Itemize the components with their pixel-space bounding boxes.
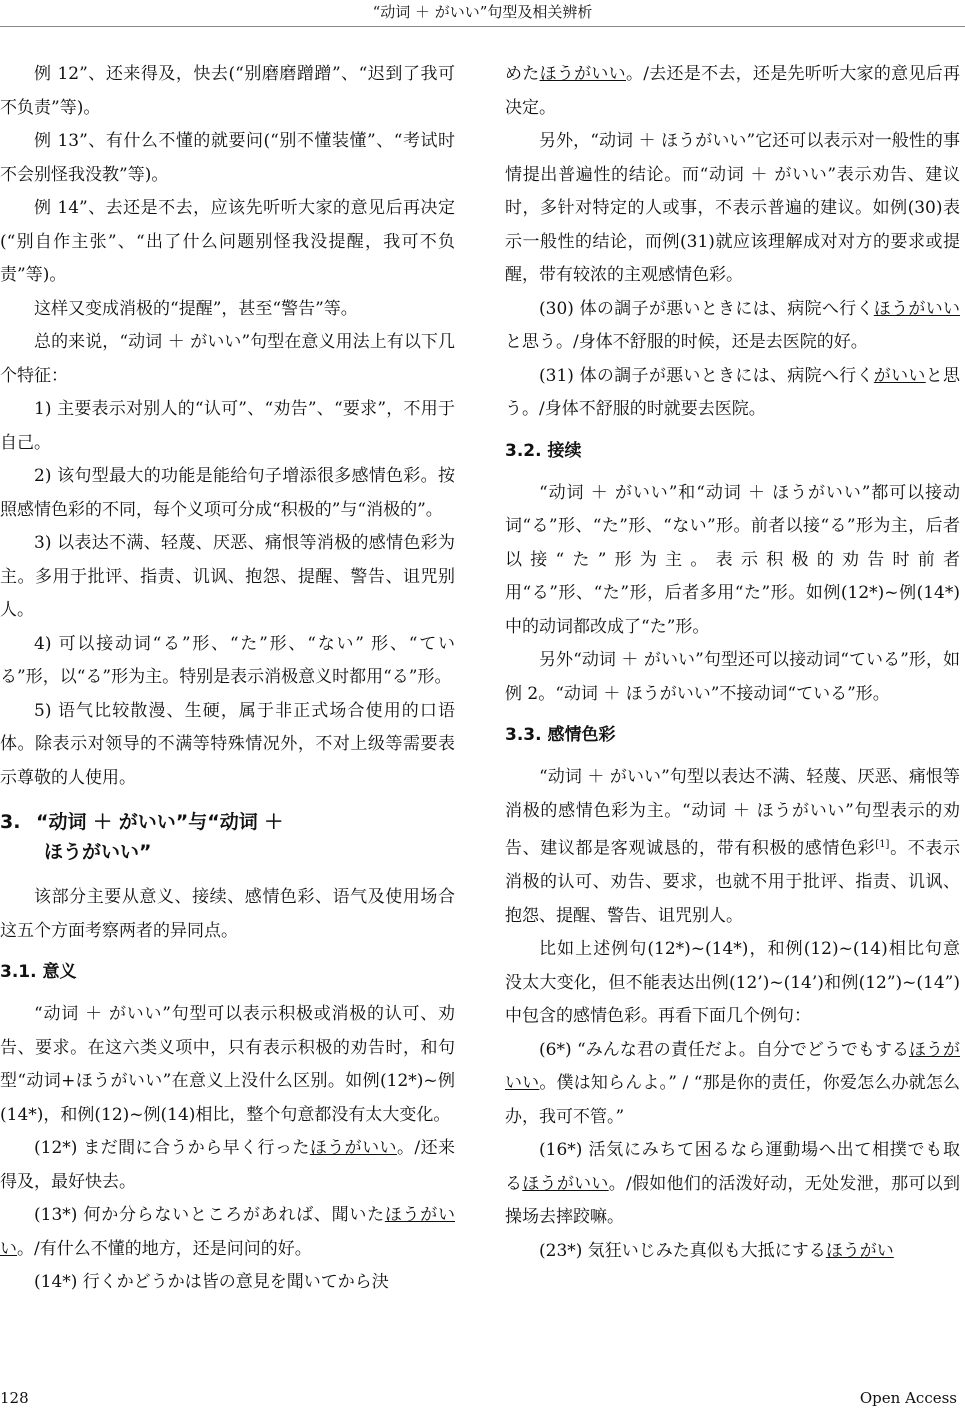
example-sentence: (23*) 気狂いじみた真似も大抵にするほうがい bbox=[539, 1240, 894, 1261]
subsection-heading: 3.3. 感情色彩 bbox=[505, 725, 616, 745]
page-number: 128 bbox=[0, 1389, 29, 1407]
section-number: 3. bbox=[0, 811, 21, 833]
example-sentence: (30) 体の調子が悪いときには、病院へ行くほうがいいと思う。/身体不舒服的时候，还是去医院的好。 bbox=[505, 298, 960, 352]
example-sentence: (6*) “みんな君の責任だよ。自分でどうでもするほうがいい。僕は知らんよ。” / “那是你的责任，你爱怎么办就怎么办，我可不管。” bbox=[505, 1039, 960, 1127]
paragraph: “动词 ＋ がいい”句型以表达不满、轻蔑、厌恶、痛恨等消极的感情色彩为主。“动词 ＋ ほうがいい”句型表示的劝告、建议都是客观诚恳的，带有积极的感情色彩[1]。不表示消极的认可、劝告、要求，也就不用于批评、指责、讥讽、抱怨、提醒、警告、诅咒别人。 bbox=[505, 767, 961, 926]
paragraph: 这样又变成消极的“提醒”，甚至“警告”等。 bbox=[34, 298, 358, 319]
example-sentence: (31) 体の調子が悪いときには、病院へ行くがいいと思う。/身体不舒服的时就要去医院。 bbox=[505, 365, 961, 419]
subsection-heading: 3.2. 接续 bbox=[505, 440, 582, 461]
paragraph: 另外“动词 ＋ がいい”句型还可以接动词“ている”形，如例 2。“动词 ＋ ほうがいい”不接动词“ている”形。 bbox=[505, 650, 960, 704]
section-title-line2: ほうがいい” bbox=[44, 841, 152, 863]
section-title-line1: “动词 ＋ がいい”与“动词 ＋ bbox=[36, 811, 284, 833]
underlined-phrase: ほうがい bbox=[825, 1240, 894, 1261]
underlined-phrase: がいい bbox=[873, 365, 926, 386]
example-sentence: (14*) 行くかどうかは皆の意見を聞いてから決 bbox=[34, 1272, 389, 1292]
underlined-phrase: ほうがいい bbox=[309, 1138, 397, 1158]
feature-item: 1) 主要表示对别人的“认可”、“劝告”、“要求”，不用于自己。 bbox=[0, 399, 455, 453]
running-title: “动词 ＋ がいい”句型及相关辨析 bbox=[372, 3, 593, 21]
underlined-phrase: ほうがいい bbox=[873, 298, 960, 319]
example-sentence: (16*) 活気にみちて困るなら運動場へ出て相撲でも取るほうがいい。/假如他们的活泼好动，无处发泄，那可以到操场去摔跤嘛。 bbox=[505, 1140, 961, 1228]
underlined-phrase: ほうがいい bbox=[539, 64, 626, 84]
subsection-heading: 3.1. 意义 bbox=[0, 962, 77, 982]
example-sentence: (12*) まだ間に合うから早く行ったほうがいい。/还来得及，最好快去。 bbox=[0, 1138, 456, 1192]
right-column bbox=[505, 58, 960, 1268]
paragraph: 另外，“动词 ＋ ほうがいい”它还可以表示对一般性的事情提出普遍性的结论。而“动词 ＋ がいい”表示劝告、建议时，多针对特定的人或事，不表示普遍的建议。如例(30)表示一般性的结论，而例(31)就应该理解成对对方的要求或提醒，带有较浓的主观感情色彩。 bbox=[505, 131, 960, 285]
citation-ref: [1] bbox=[875, 839, 890, 850]
feature-item: 3) 以表达不满、轻蔑、厌恶、痛恨等消极的感情色彩为主。多用于批评、指责、讥讽、抱怨、提醒、警告、诅咒别人。 bbox=[0, 533, 455, 620]
feature-item: 4) 可以接动词“る”形、“た”形、“ない” 形、“ている”形，以“る”形为主。特别是表示消极意义时都用“る”形。 bbox=[0, 633, 455, 687]
feature-item: 5) 语气比较散漫、生硬，属于非正式场合使用的口语体。除表示对领导的不满等特殊情况外，不对上级等需要表示尊敬的人使用。 bbox=[0, 700, 455, 788]
left-column bbox=[0, 58, 455, 1300]
paragraph: “动词 ＋ がいい”句型可以表示积极或消极的认可、劝告、要求。在这六类义项中，只有表示积极的劝告时，和句型“动词+ほうがいい”在意义上没什么区别。如例(12*)~例(14*)，和例(12)~例(14)相比，整个句意都没有太大变化。 bbox=[0, 1004, 455, 1125]
paragraph: 例 13”、有什么不懂的就要问(“别不懂装懂”、“考试时不会别怪我没教”等)。 bbox=[0, 131, 455, 185]
section-heading bbox=[0, 807, 455, 867]
example-sentence: (13*) 何か分らないところがあれば、聞いたほうがいい。/有什么不懂的地方，还是问问的好。 bbox=[0, 1205, 455, 1259]
underlined-phrase: ほうがいい bbox=[0, 1205, 455, 1259]
paragraph: 该部分主要从意义、接续、感情色彩、语气及使用场合这五个方面考察两者的异同点。 bbox=[0, 887, 455, 941]
running-header bbox=[0, 0, 965, 27]
example-sentence-continued: めたほうがいい。/去还是不去，还是先听听大家的意见后再决定。 bbox=[505, 64, 961, 118]
underlined-phrase: ほうがいい bbox=[522, 1173, 609, 1194]
underlined-phrase: ほうがいい bbox=[505, 1039, 960, 1094]
paragraph: “动词 ＋ がいい”和“动词 ＋ ほうがいい”都可以接动词“る”形、“た”形、“ない”形。前者以接“る”形为主，后者以接“た”形为主。表示积极的劝告时前者用“る”形、“た”形，后者多用“た”形。如例(12*)~例(14*)中的动词都改成了“た”形。 bbox=[505, 482, 960, 637]
paragraph: 比如上述例句(12*)~(14*)，和例(12)~(14)相比句意没太大变化，但不能表达出例(12’)~(14’)和例(12”)~(14”)中包含的感情色彩。再看下面几个例句： bbox=[505, 939, 960, 1027]
publisher-label: Open Access bbox=[859, 1389, 957, 1407]
paragraph: 例 12”、还来得及，快去(“别磨磨蹭蹭”、“迟到了我可不负责”等)。 bbox=[0, 64, 455, 118]
paragraph: 例 14”、去还是不去，应该先听听大家的意见后再决定(“别自作主张”、“出了什么问题别怪我没提醒，我可不负责”等)。 bbox=[0, 198, 455, 285]
paragraph: 总的来说，“动词 ＋ がいい”句型在意义用法上有以下几个特征： bbox=[0, 332, 455, 386]
feature-item: 2) 该句型最大的功能是能给句子增添很多感情色彩。按照感情色彩的不同，每个义项可分成“积极的”与“消极的”。 bbox=[0, 466, 455, 520]
